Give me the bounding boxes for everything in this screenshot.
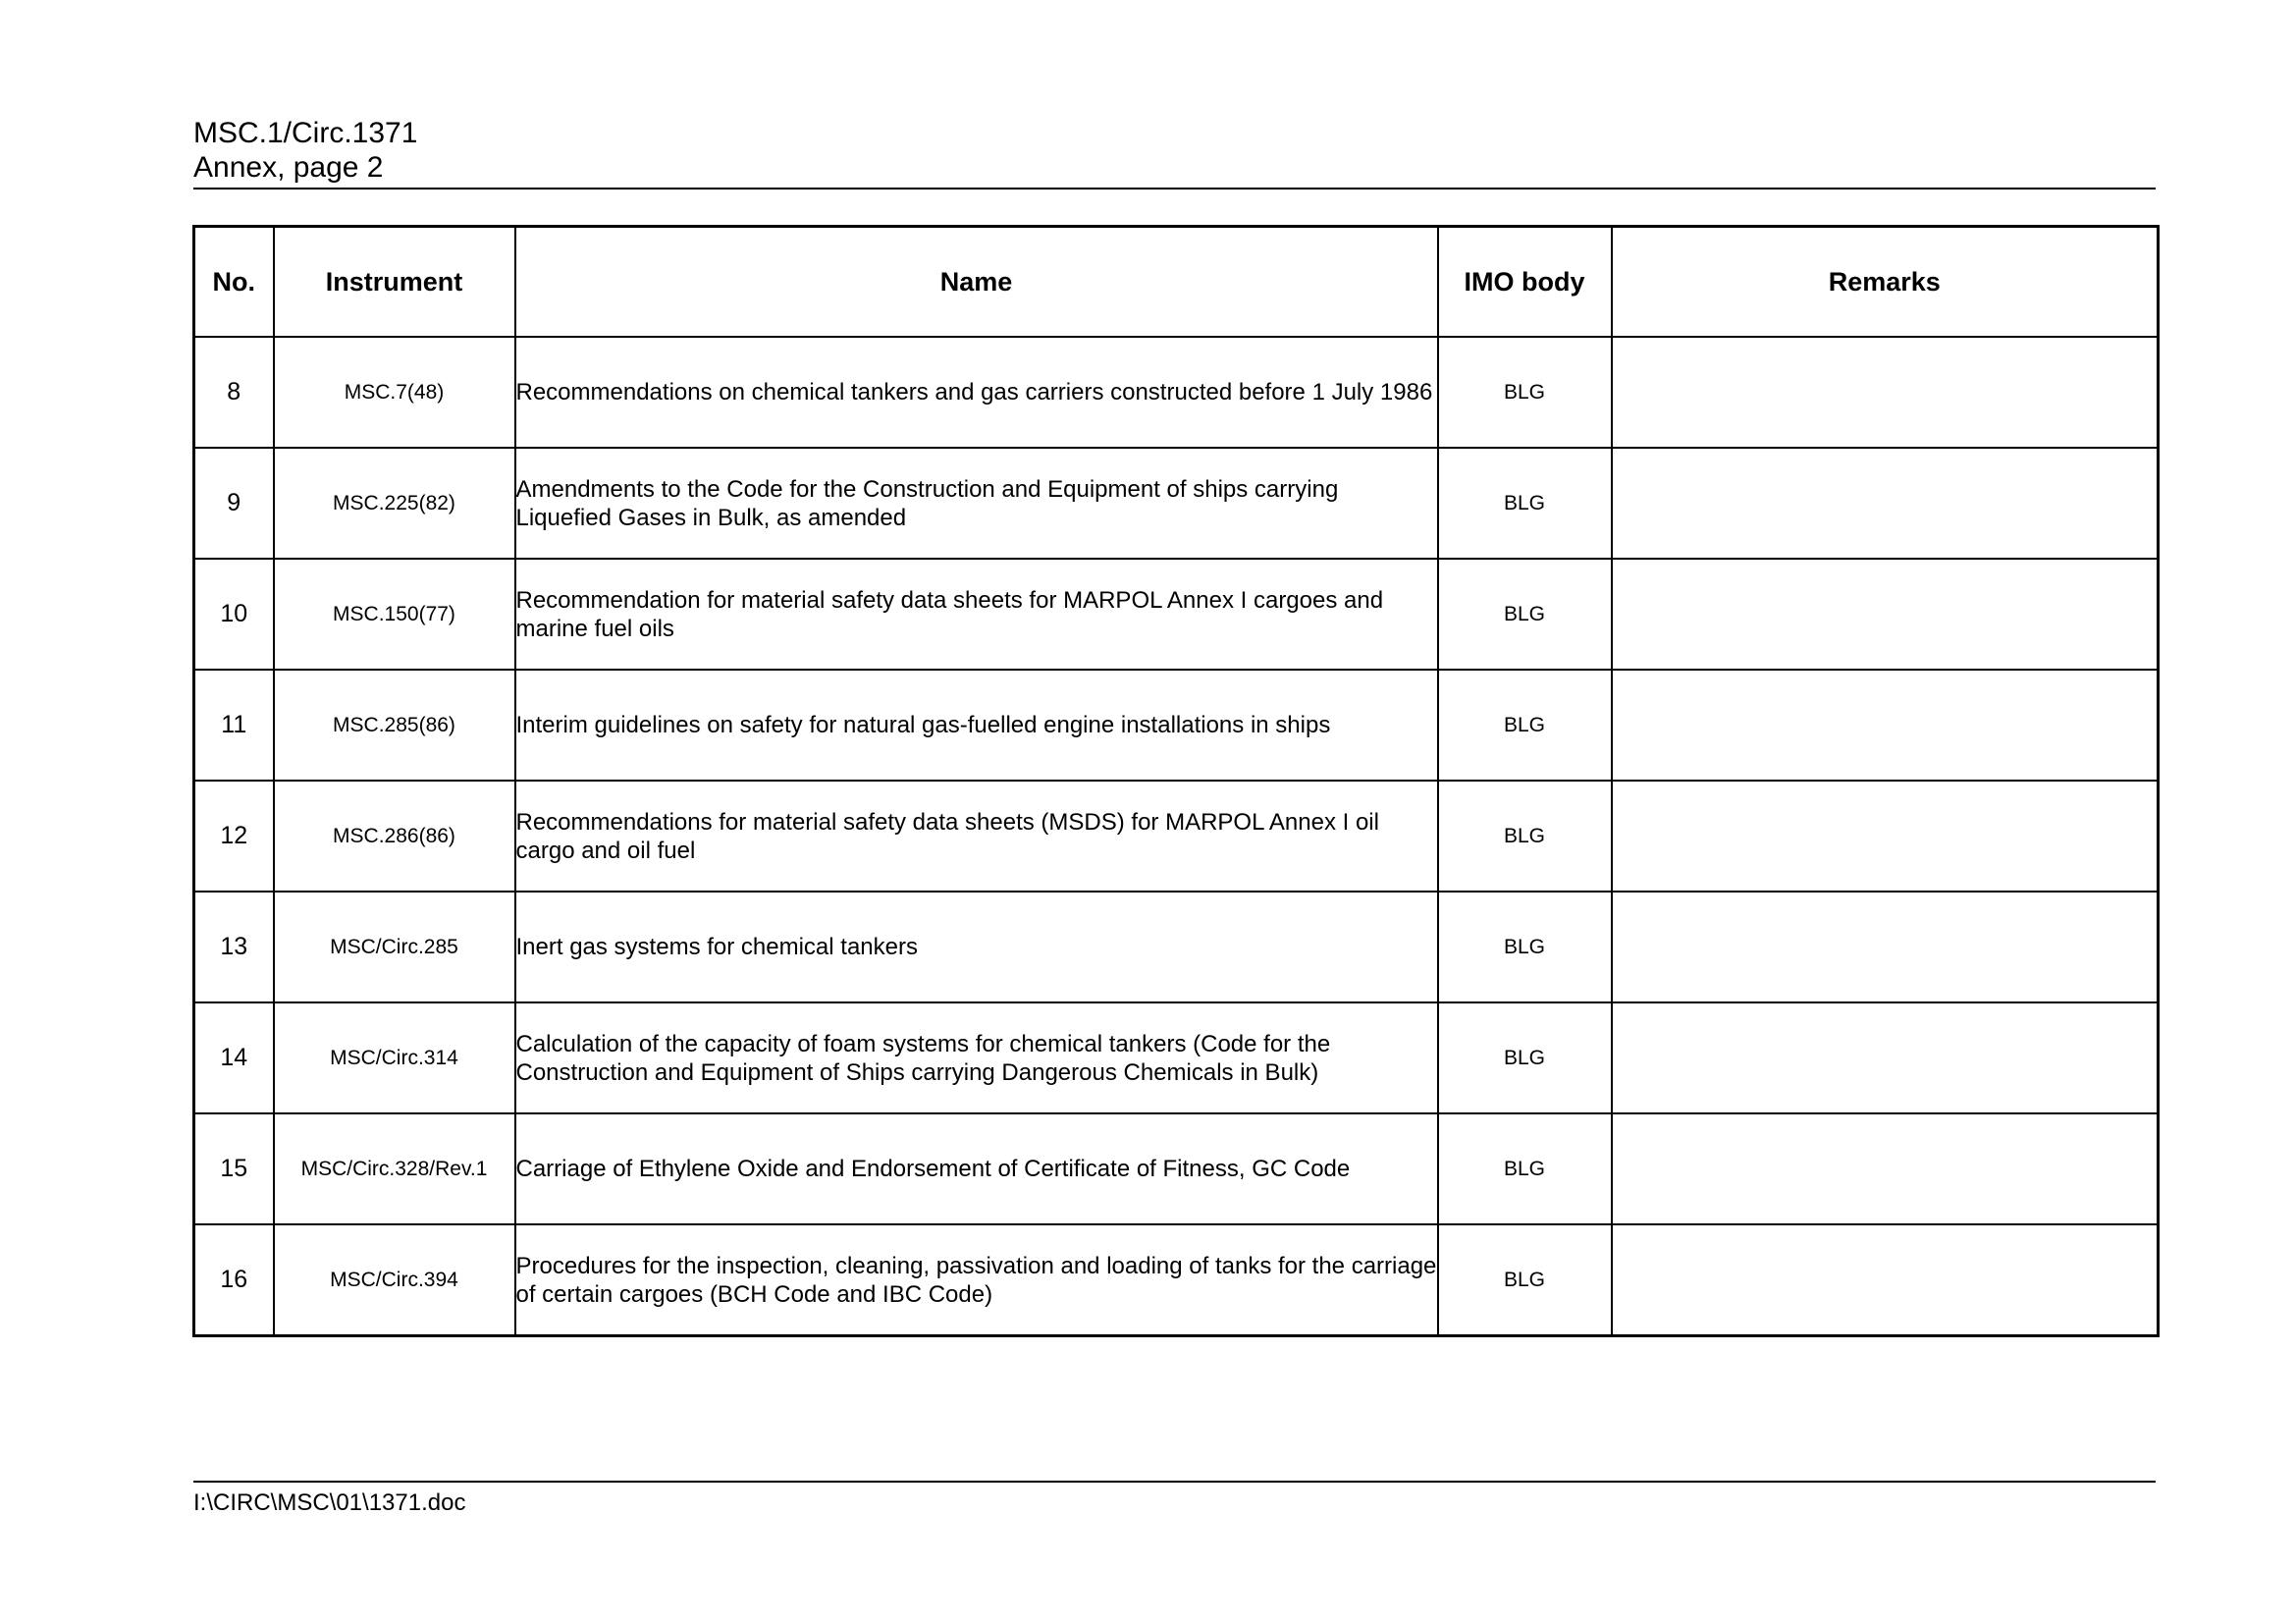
cell-name: Recommendations on chemical tankers and gas carriers constructed before 1 July 1986 [515, 337, 1438, 448]
cell-remarks [1612, 1002, 2159, 1113]
cell-no: 15 [194, 1113, 274, 1224]
cell-name: Interim guidelines on safety for natural gas-fuelled engine installations in ships [515, 670, 1438, 781]
page-footer [193, 1481, 2156, 1518]
column-header-no: No. [194, 227, 274, 338]
cell-imo-body: BLG [1438, 559, 1612, 670]
cell-no: 9 [194, 448, 274, 559]
cell-imo-body: BLG [1438, 1224, 1612, 1336]
cell-remarks [1612, 1113, 2159, 1224]
cell-instrument: MSC.225(82) [274, 448, 515, 559]
cell-no: 16 [194, 1224, 274, 1336]
cell-instrument: MSC/Circ.314 [274, 1002, 515, 1113]
cell-remarks [1612, 559, 2159, 670]
cell-no: 11 [194, 670, 274, 781]
column-header-remarks: Remarks [1612, 227, 2159, 338]
page-header [193, 116, 2156, 189]
cell-no: 12 [194, 781, 274, 892]
column-header-instrument: Instrument [274, 227, 515, 338]
cell-name: Recommendations for material safety data sheets (MSDS) for MARPOL Annex I oil cargo and oil fuel [515, 781, 1438, 892]
table-row [194, 448, 2159, 559]
cell-name: Procedures for the inspection, cleaning, passivation and loading of tanks for the carriage of certain cargoes (BCH Code and IBC Code) [515, 1224, 1438, 1336]
cell-imo-body: BLG [1438, 1113, 1612, 1224]
document-reference: MSC.1/Circ.1371 [193, 117, 418, 149]
cell-name: Recommendation for material safety data sheets for MARPOL Annex I cargoes and marine fuel oils [515, 559, 1438, 670]
table-row [194, 781, 2159, 892]
table-row [194, 559, 2159, 670]
cell-imo-body: BLG [1438, 781, 1612, 892]
cell-instrument: MSC/Circ.285 [274, 892, 515, 1002]
cell-imo-body: BLG [1438, 670, 1612, 781]
cell-name: Calculation of the capacity of foam systems for chemical tankers (Code for the Construction and Equipment of Ships carrying Dangerous Chemicals in Bulk) [515, 1002, 1438, 1113]
cell-instrument: MSC/Circ.328/Rev.1 [274, 1113, 515, 1224]
cell-no: 10 [194, 559, 274, 670]
cell-remarks [1612, 781, 2159, 892]
cell-imo-body: BLG [1438, 448, 1612, 559]
cell-imo-body: BLG [1438, 337, 1612, 448]
table-row [194, 1113, 2159, 1224]
cell-no: 13 [194, 892, 274, 1002]
cell-name: Carriage of Ethylene Oxide and Endorsement of Certificate of Fitness, GC Code [515, 1113, 1438, 1224]
cell-remarks [1612, 892, 2159, 1002]
cell-name: Inert gas systems for chemical tankers [515, 892, 1438, 1002]
cell-instrument: MSC.285(86) [274, 670, 515, 781]
cell-instrument: MSC.7(48) [274, 337, 515, 448]
page-label: Annex, page 2 [193, 151, 384, 184]
column-header-name: Name [515, 227, 1438, 338]
table-row [194, 1224, 2159, 1336]
cell-remarks [1612, 337, 2159, 448]
cell-remarks [1612, 670, 2159, 781]
instruments-table [192, 225, 2160, 1337]
cell-remarks [1612, 448, 2159, 559]
table-row [194, 670, 2159, 781]
cell-name: Amendments to the Code for the Construction and Equipment of ships carrying Liquefied Gases in Bulk, as amended [515, 448, 1438, 559]
cell-no: 8 [194, 337, 274, 448]
cell-instrument: MSC.286(86) [274, 781, 515, 892]
cell-remarks [1612, 1224, 2159, 1336]
table-row [194, 1002, 2159, 1113]
table-row [194, 892, 2159, 1002]
cell-imo-body: BLG [1438, 892, 1612, 1002]
cell-instrument: MSC.150(77) [274, 559, 515, 670]
cell-no: 14 [194, 1002, 274, 1113]
cell-imo-body: BLG [1438, 1002, 1612, 1113]
cell-instrument: MSC/Circ.394 [274, 1224, 515, 1336]
table-row [194, 337, 2159, 448]
table-header-row [194, 227, 2159, 338]
file-path: I:\CIRC\MSC\01\1371.doc [193, 1489, 466, 1516]
column-header-imo-body: IMO body [1438, 227, 1612, 338]
